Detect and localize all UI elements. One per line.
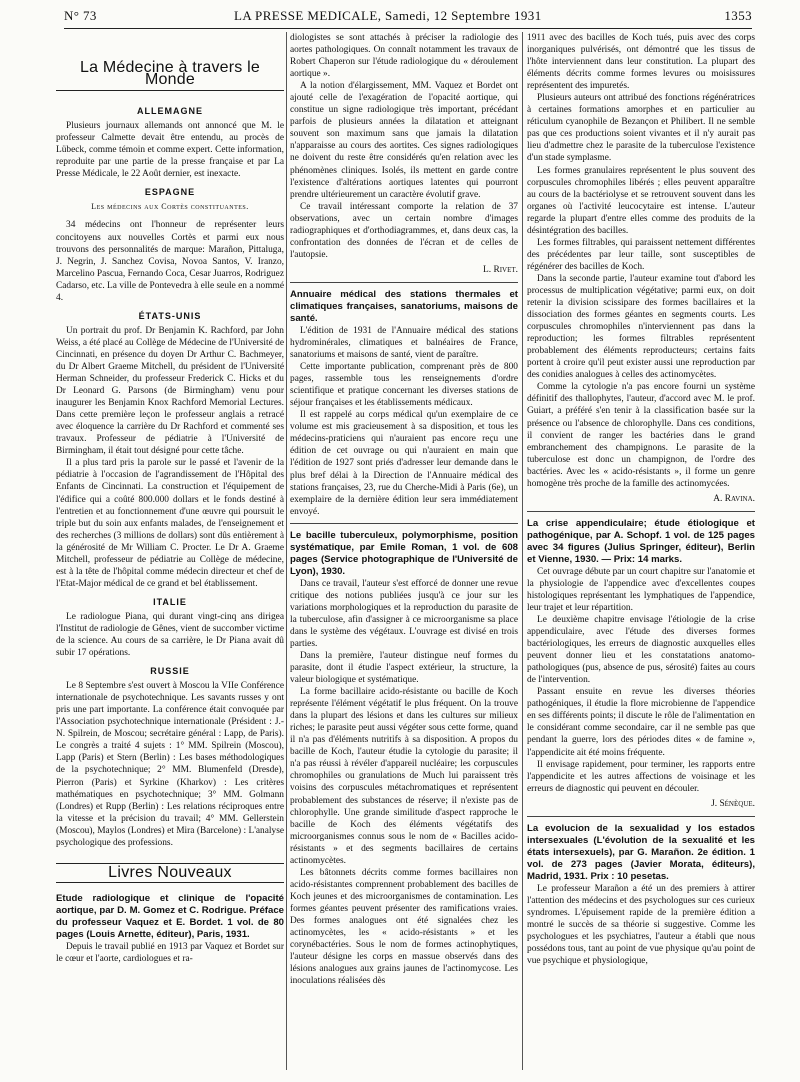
paragraph: 34 médecins ont l'honneur de représenter leurs concitoyens aux nouvelles Cortès et parmi eux nous trouvons des personnalités de marque: Marañon, Pittaluga, J. Negrin, J. Sanchez Covisa, Novoa Santos, V. Iranzo, Marcelino Pascua, Fernando Coca, Cesar Juarros, Rodriguez Cadarso, etc. La ville de Pontevedra à elle seule en a nommé 4. bbox=[56, 220, 284, 303]
paragraph: Dans la première, l'auteur distingue neuf formes du parasite, dont il étudie l'aspect extérieur, la structure, la valeur biologique et systématique. bbox=[290, 650, 518, 686]
paragraph: Il envisage rapidement, pour terminer, les rapports entre l'appendicite et les autres affections de voisinage et les erreurs de diagnostic qui peuvent en découler. bbox=[527, 759, 755, 794]
paragraph: 1911 avec des bacilles de Koch tués, puis avec des corps inorganiques pulvérisés, ont démontré que les tissus de l'hôte interviennent dans leur constitution. La plupart des éléments décrits comme formes levures ou moisissures représentent des impuretés. bbox=[527, 33, 755, 92]
paragraph: Depuis le travail publié en 1913 par Vaquez et Bordet sur le cœur et l'aorte, cardiologues et ra- bbox=[56, 941, 284, 964]
paragraph: Dans la seconde partie, l'auteur examine tout d'abord les processus de multiplication végétative; parmi eux, on doit retenir la division scissipare des formes bacillaires et la dissociation des formes géantes en segments courts. Les corpuscules chromophiles n'interviennent pas dans la reproduction; les formes filtrables représentent probablement des éléments reproducteurs; certains faits portent à croire qu'il peut exister aussi une reproduction par des conidies analogues à celles des actinomycètes. bbox=[527, 273, 755, 381]
divider bbox=[527, 511, 755, 512]
right-column bbox=[527, 32, 755, 967]
paragraph: Cet ouvrage débute par un court chapitre sur l'anatomie et la physiologie de l'appendice avec d'excellentes coupes histologiques représentant les lymphatiques de l'appendice, leur trajet et leur répartition. bbox=[527, 566, 755, 613]
paragraph: Comme la cytologie n'a pas encore fourni un système définitif des thallophytes, l'auteur, d'accord avec M. le prof. Guiart, a préféré s'en tenir à la classification basée sur la présence ou l'absence de chlorophylle. Dans ces conditions, il convient de ranger les bactéries dans le grand embranchement des champignons. Le parasite de la tuberculose est donc un champignon, de l'ordre des bactéries. Avec les « acido-résistants », il forme un genre homogène très proche de la famille des actinomycées. bbox=[527, 382, 755, 489]
livres-nouveaux-title: Livres Nouveaux bbox=[56, 863, 284, 883]
paragraph: Plusieurs journaux allemands ont annoncé que M. le professeur Calmette devait être entendu, au procès de Lübeck, comme témoin et comme expert. Cette information, reproduite par une partie de la presse française et par La Presse Médicale, le 22 Août dernier, est inexacte. bbox=[56, 121, 284, 180]
divider bbox=[527, 816, 755, 817]
page-number: 1353 bbox=[724, 8, 752, 23]
paragraph: Les bâtonnets décrits comme formes bacillaires non acido-résistantes comprennent probablement des bacilles de Koch jeunes et des microorganismes de contamination. Les formes géantes peuvent présenter des ramifications vraies. Des formes analogues ont été signalées chez les actinomycètes, les « acido-résistants » et les corynébactéries. Sous le nom de formes actinophytiques, l'auteur désigne les corps en massue observés dans des lésions analogues aux grains jaunes de l'actinomycose. Les inoculations réalisées dès bbox=[290, 867, 518, 987]
paragraph: Dans ce travail, l'auteur s'est efforcé de donner une revue critique des notions publiées jusqu'à ce jour sur les variations morphologiques et la reproduction du parasite de la tuberculose, afin d'assigner à ce microorganisme sa place dans le système des végétaux. L'ouvrage est divisé en trois parties. bbox=[290, 578, 518, 649]
heading-allemagne: ALLEMAGNE bbox=[137, 106, 203, 117]
paragraph: Le deuxième chapitre envisage l'étiologie de la crise appendiculaire, avec l'étude des diverses formes bactériologiques, les erreurs de diagnostic auxquelles elles peuvent donner lieu et les constatations anatomo-pathologiques (pus, absence de pus, sérosité) faites au cours de l'intervention. bbox=[527, 615, 755, 686]
paragraph: diologistes se sont attachés à préciser la radiologie des aortes pathologiques. On connaît notamment les travaux de Robert Chaperon sur l'étude radiologique du « déroulement aortique ». bbox=[290, 33, 518, 80]
signature: J. Sénèque. bbox=[711, 798, 755, 809]
paragraph: Il est rappelé au corps médical qu'un exemplaire de ce volume est mis gracieusement à sa disposition, et tous les médecins-praticiens qui n'auraient pas encore reçu une édition de cet ouvrage ou qui n'auraient en main que l'édition de 1927 sont priés d'adresser leur demande dans le plus bref délai à la Direction de l'Annuaire médical des stations françaises, 23, rue du Cherche-Midi à Paris (6e), un exemplaire de la dernière édition leur sera immédiatement envoyé. bbox=[290, 410, 518, 517]
section-title: La Médecine à travers le Monde bbox=[56, 62, 284, 91]
heading-russie: RUSSIE bbox=[150, 666, 190, 677]
subheading: Les médecins aux Cortès constituantes. bbox=[91, 202, 249, 212]
heading-espagne: ESPAGNE bbox=[144, 187, 196, 198]
book-title: Etude radiologique et clinique de l'opacité aortique, par D. M. Gomez et C. Rodrigue. Préface du professeur Vaquez et E. Bordet. 1 vol. de 80 pages (Louis Arnette, éditeur), Paris, 1931. bbox=[56, 892, 284, 940]
page-header bbox=[64, 6, 752, 29]
paragraph: Cette importante publication, comprenant près de 800 pages, rassemble tous les renseignements d'ordre scientifique et pratique concernant les diverses stations de séjour françaises et les établissements médicaux. bbox=[290, 362, 518, 409]
paragraph: Le radiologue Piana, qui durant vingt-cinq ans dirigea l'Institut de radiologie de Gênes, vient de succomber victime de la science. Au cours de sa carrière, le Dr Piana avait dû subir 17 opérations. bbox=[56, 611, 284, 659]
paragraph: A la notion d'élargissement, MM. Vaquez et Bordet ont ajouté celle de l'exagération de l'opacité aortique, qui constitue un signe radiologique très important, précédant parfois de plusieurs années la dilatation et atteignant souvent son maximum sans que jamais la dilatation n'apparaisse au cours des aortites. Ces signes radiologiques ne doivent du reste être considérés qu'en relation avec les phénomènes cliniques. Isolés, ils mettent en garde contre l'existence d'altérations aortiques latentes qui pourront prendre ultérieurement un caractère évolutif grave. bbox=[290, 81, 518, 200]
heading-etats-unis: ÉTATS-UNIS bbox=[138, 310, 202, 321]
middle-column bbox=[290, 32, 518, 987]
paragraph: Passant ensuite en revue les diverses théories pathogéniques, il étudie la flore microbienne de l'appendice en ses différents points; il discute le rôle de l'alimentation en le considérant comme secondaire, car il ne semble pas que pendant la guerre, lors des périodes dites « de famine », l'appendicite ait été moins fréquente. bbox=[527, 687, 755, 758]
paragraph: Le professeur Marañon a été un des premiers à attirer l'attention des médecins et des psychologues sur ces curieux syndromes. L'épuisement rapide de la première édition a montré le succès de sa théorie si suggestive. Comme les psychologues et les psychiatres, l'auteur a établi que nous possédons tous, tant au point de vue physique qu'au point de vue psychique et physiologique, bbox=[527, 883, 755, 967]
column-divider bbox=[522, 32, 523, 1070]
signature: A. Ravina. bbox=[713, 493, 755, 504]
book-title: La evolucion de la sexualidad y los estados intersexuales (L'évolution de la sexualité et les états intersexuels), par G. Marañon. 2e édition. 1 vol. de 273 pages (Javier Morata, éditeurs), Madrid, 1931. Prix : 10 pesetas. bbox=[527, 822, 755, 882]
paragraph: L'édition de 1931 de l'Annuaire médical des stations hydrominérales, climatiques et balnéaires de France, sanatoriums et maisons de santé, vient de paraître. bbox=[290, 325, 518, 361]
paragraph: Un portrait du prof. Dr Benjamin K. Rachford, par John Weiss, a été placé au Collège de Médecine de l'Université de Cincinnati, en présence du doyen Dr Arthur C. Bachmeyer, du Dr Albert Graeme Mitchell, du président de l'Université Herman Schneider, du professeur Frederick C. Hicks et du Dr Leonard G. Parsons (de Birmingham) venu pour inaugurer les Benjamin Knox Rachford Memorial Lectures. Dans cette première leçon le professeur anglais a retracé avec éloquence la carrière du Dr Rachford et commenté ses travaux. Professeur de pédiatrie à l'Université de Birmingham, il était tout désigné pour cette tâche. bbox=[56, 325, 284, 457]
paragraph: Ce travail intéressant comporte la relation de 37 observations, avec un certain nombre d'images radiographiques et d'orthodiagrammes, et, dans deux cas, la confrontation des données de l'écran et de celles de l'autopsie. bbox=[290, 201, 518, 260]
book-title: Le bacille tuberculeux, polymorphisme, position systématique, par Emile Roman, 1 vol. de 608 pages (Service photographique de l'Université de Lyon), 1930. bbox=[290, 529, 518, 577]
newspaper-title: LA PRESSE MEDICALE, Samedi, 12 Septembre 1931 bbox=[234, 8, 542, 23]
paragraph: Les formes granulaires représentent le plus souvent des corpuscules chromophiles libérés ; elles peuvent apparaître au cours de la bactériolyse et se retrouvent souvent dans les organes où l'activité leucocytaire est intense. L'auteur regarde la plupart d'entre elles comme des produits de la désintégration des bacilles. bbox=[527, 165, 755, 236]
issue-number: N° 73 bbox=[64, 8, 97, 23]
paragraph: Il a plus tard pris la parole sur le passé et l'avenir de la pédiatrie à l'occasion de l'agrandissement de l'Hôpital des Enfants de Cincinnati. La construction et l'équipement de l'édifice qui a coûté 800.000 dollars et le fonds destiné à l'entretien et au fonctionnement d'une œuvre qui poursuit le triple but du soin aux enfants malades, de l'enseignement et des recherches (3 millions de dollars) sont dûs entièrement à la générosité de Mr William C. Procter. Le Dr A. Graeme Mitchell, professeur de pédiatrie au Collège de médecine, est à la tête de l'hôpital comme médecin directeur et chef de l'Etat-Major médical de ce grand et bel établissement. bbox=[56, 458, 284, 589]
column-divider bbox=[286, 32, 287, 1070]
left-column bbox=[56, 32, 284, 965]
paragraph: La forme bacillaire acido-résistante ou bacille de Koch représente l'élément végétatif le plus fréquent. On la trouve dans la plupart des lésions et dans les cultures sur milieux riches; le parasite peut aussi végéter sous cette forme, quand il n'a pas d'éléments nutritifs à sa disposition. A propos du bacille de Koch, l'auteur étudie la cytologie du parasite; il n'a pas réussi à révéler d'appareil nucléaire; les corpuscules chromophiles ou granulations de Much lui paraissent très voisins des corpuscules métachromatiques et représentent probablement des substances de réserve; il n'existe pas de chlorophylle. Une grande similitude d'aspect rapproche le bacille de Koch des éléments végétatifs des microorganismes connus sous le nom de « Bacilles acido-résistants » et des segments bacillaires de certains actinomycètes. bbox=[290, 687, 518, 866]
divider bbox=[290, 282, 518, 283]
book-title: Annuaire médical des stations thermales et climatiques françaises, sanatoriums, maisons de santé. bbox=[290, 288, 518, 324]
book-title: La crise appendiculaire; étude étiologique et pathogénique, par A. Schopf. 1 vol. de 125 pages avec 34 figures (Julius Springer, éditeur), Berlin et Vienne, 1930. — Prix: 14 marks. bbox=[527, 517, 755, 565]
signature: L. Rivet. bbox=[483, 264, 518, 275]
divider bbox=[290, 523, 518, 524]
paragraph: Les formes filtrables, qui paraissent nettement différentes des précédentes par leur taille, sont susceptibles de régénérer des bacilles de Koch. bbox=[527, 237, 755, 272]
paragraph: Plusieurs auteurs ont attribué des fonctions régénératrices à certaines formations amorphes et en particulier au réticulum cyanophile de Bezançon et Philibert. Il ne semble pas que ces productions soient vivantes et il n'y aurait pas lieu d'admettre chez le parasite de la tuberculose l'existence d'un stade symplasme. bbox=[527, 93, 755, 164]
paragraph: Le 8 Septembre s'est ouvert à Moscou la VIIe Conférence internationale de psychotechnique. Les savants russes y ont pris une part importante. La conférence était convoquée par l'Association psychotechnique internationale (Président : J.-N. Spilrein, de Moscou; secrétaire général : Lapp, de Paris). Le congrès a traité 4 sujets : 1° MM. Spilrein (Moscou), Lapp (Paris) et Stern (Berlin) : Les bases méthodologiques de la psychotechnique; 2° MM. Blumenfeld (Dresde), Pierron (Paris) et Syrkine (Kharkov) : Les critères mathématiques en psychotechnique; 3° MM. Golmann (Londres) et Rupp (Berlin) : Les relations réciproques entre la vitesse et la précision du travail; 4° MM. Gellerstein (Moscou), Maylos (Londres) et Mira (Barcelone) : L'analyse psychologique des professions. bbox=[56, 681, 284, 848]
heading-italie: ITALIE bbox=[153, 596, 187, 607]
